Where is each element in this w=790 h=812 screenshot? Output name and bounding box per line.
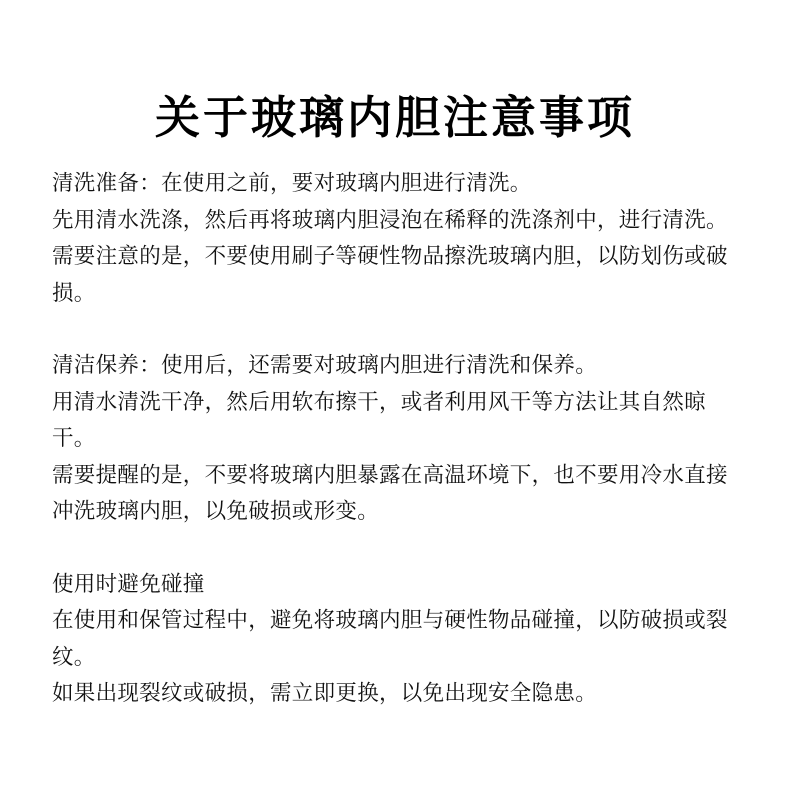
page-title: 关于玻璃内胆注意事项 [154, 91, 635, 145]
paragraph: 如果出现裂纹或破损，需立即更换，以免出现安全隐患。 [52, 681, 598, 706]
section-cleaning-maintenance [52, 348, 742, 531]
paragraph: 需要注意的是，不要使用刷子等硬性物品擦洗玻璃内胆，以防划伤或破损。 [52, 244, 728, 306]
paragraph: 使用时避免碰撞 [52, 571, 205, 597]
paragraph: 用清水清洗干净，然后用软布擦干，或者利用风干等方法让其自然晾干。 [52, 389, 707, 451]
section-cleaning-preparation [52, 166, 742, 312]
paragraph: 需要提醒的是，不要将玻璃内胆暴露在高温环境下，也不要用冷水直接冲洗玻璃内胆，以免破损或形变。 [52, 462, 728, 524]
paragraph: 在使用和保管过程中，避免将玻璃内胆与硬性物品碰撞，以防破损或裂纹。 [52, 608, 728, 670]
paragraph: 先用清水洗涤，然后再将玻璃内胆浸泡在稀释的洗涤剂中，进行清洗。 [52, 207, 728, 233]
section-avoid-collision [52, 567, 742, 713]
paragraph: 清洗准备：在使用之前，要对玻璃内胆进行清洗。 [52, 171, 532, 196]
document-body [52, 166, 742, 713]
paragraph: 清洁保养：使用后，还需要对玻璃内胆进行清洗和保养。 [52, 353, 598, 378]
